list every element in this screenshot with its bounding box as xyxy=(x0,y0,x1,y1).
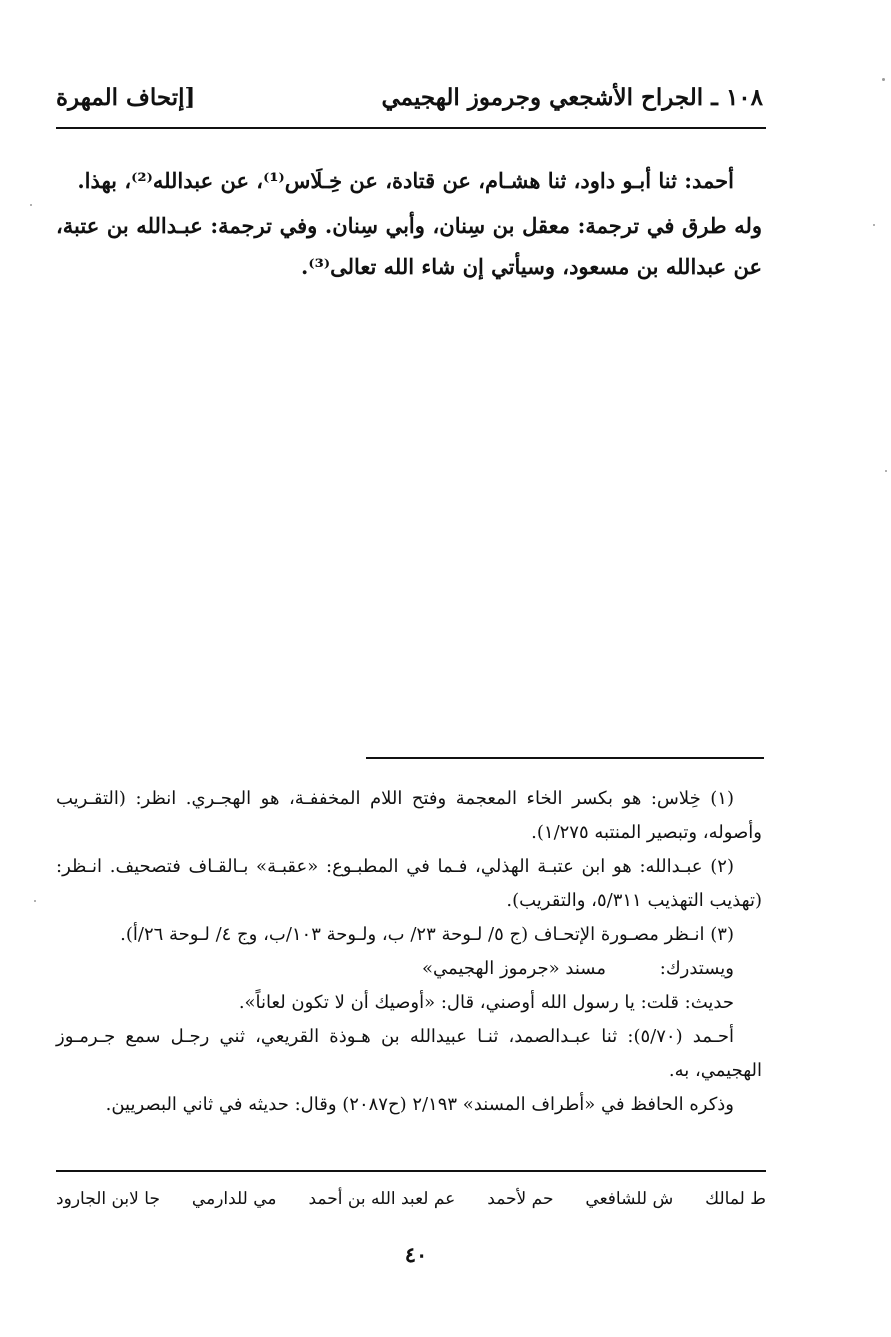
scan-speck xyxy=(30,204,32,206)
istidrak-line xyxy=(56,952,762,986)
header-divider xyxy=(56,127,766,129)
istidrak-label: ويستدرك: xyxy=(659,958,734,979)
footnote-divider xyxy=(366,757,764,759)
main-paragraph-2: وله طرق في ترجمة: معقل بن سِنان، وأبي سِنان. وفي ترجمة: عبـدالله بن عتبة، عن عبدالله بن مسعود، وسيأتي إن شاء الله تعالى⁽³⁾. xyxy=(56,213,762,279)
footnote-1: (١) خِلاس: هو بكسر الخاء المعجمة وفتح اللام المخففـة، هو الهجـري. انظر: (التقـريب وأصوله، وتبصير المنتبه ١/٢٧٥). xyxy=(56,788,762,843)
scan-speck xyxy=(882,78,885,81)
abbreviations-divider xyxy=(56,1170,766,1172)
abbreviation-item: ش للشافعي xyxy=(585,1189,674,1209)
abbreviation-item: مي للدارمي xyxy=(191,1189,277,1209)
scan-speck xyxy=(885,470,887,472)
footnotes xyxy=(56,782,762,1122)
dhikr-line: وذكره الحافظ في «أطراف المسند» ٢/١٩٣ (ح٢٠٨٧) وقال: حديثه في ثاني البصريين. xyxy=(105,1094,734,1115)
istidrak-value: مسند «جرموز الهجيمي» xyxy=(422,958,606,979)
footnote-3: (٣) انـظر مصـورة الإتحـاف (ج ٥/ لـوحة ٢٣/ ب، ولـوحة ١٠٣/ب، وج ٤/ لـوحة ٢٦/أ). xyxy=(120,924,734,945)
abbreviation-item: عم لعبد الله بن أحمد xyxy=(308,1189,456,1209)
abbreviations-key xyxy=(56,1186,766,1212)
running-header-title: ١٠٨ ـ الجراح الأشجعي وجرموز الهجيمي xyxy=(381,84,763,111)
abbreviation-item: ط لمالك xyxy=(705,1189,766,1209)
hadith-line: حديث: قلت: يا رسول الله أوصني، قال: «أوصيك أن لا تكون لعاناً». xyxy=(238,992,734,1013)
ahmad-line: أحـمد (٥/٧٠): ثنا عبـدالصمد، ثنـا عبيدالله بن هـوذة القريعي، ثني رجـل سمع جـرمـوز الهجيمي، به. xyxy=(56,1026,762,1081)
abbreviation-item: جا لابن الجارود xyxy=(56,1189,160,1209)
footnote-2: (٢) عبـدالله: هو ابن عتبـة الهذلي، فـما في المطبـوع: «عقبـة» بـالقـاف فتصحيف. انـظر: (تهذيب التهذيب ٥/٣١١، والتقريب). xyxy=(56,856,762,911)
main-text xyxy=(56,160,762,287)
scan-speck xyxy=(873,224,875,226)
abbreviation-item: حم لأحمد xyxy=(487,1189,554,1209)
running-header-book: [إتحاف المهرة xyxy=(56,84,196,111)
scan-speck xyxy=(34,900,36,902)
main-paragraph-1: أحمد: ثنا أبـو داود، ثنا هشـام، عن قتادة، عن خِـلَاس⁽¹⁾، عن عبدالله⁽²⁾، بهذا. xyxy=(77,168,734,193)
page-number: ٤٠ xyxy=(404,1242,428,1267)
